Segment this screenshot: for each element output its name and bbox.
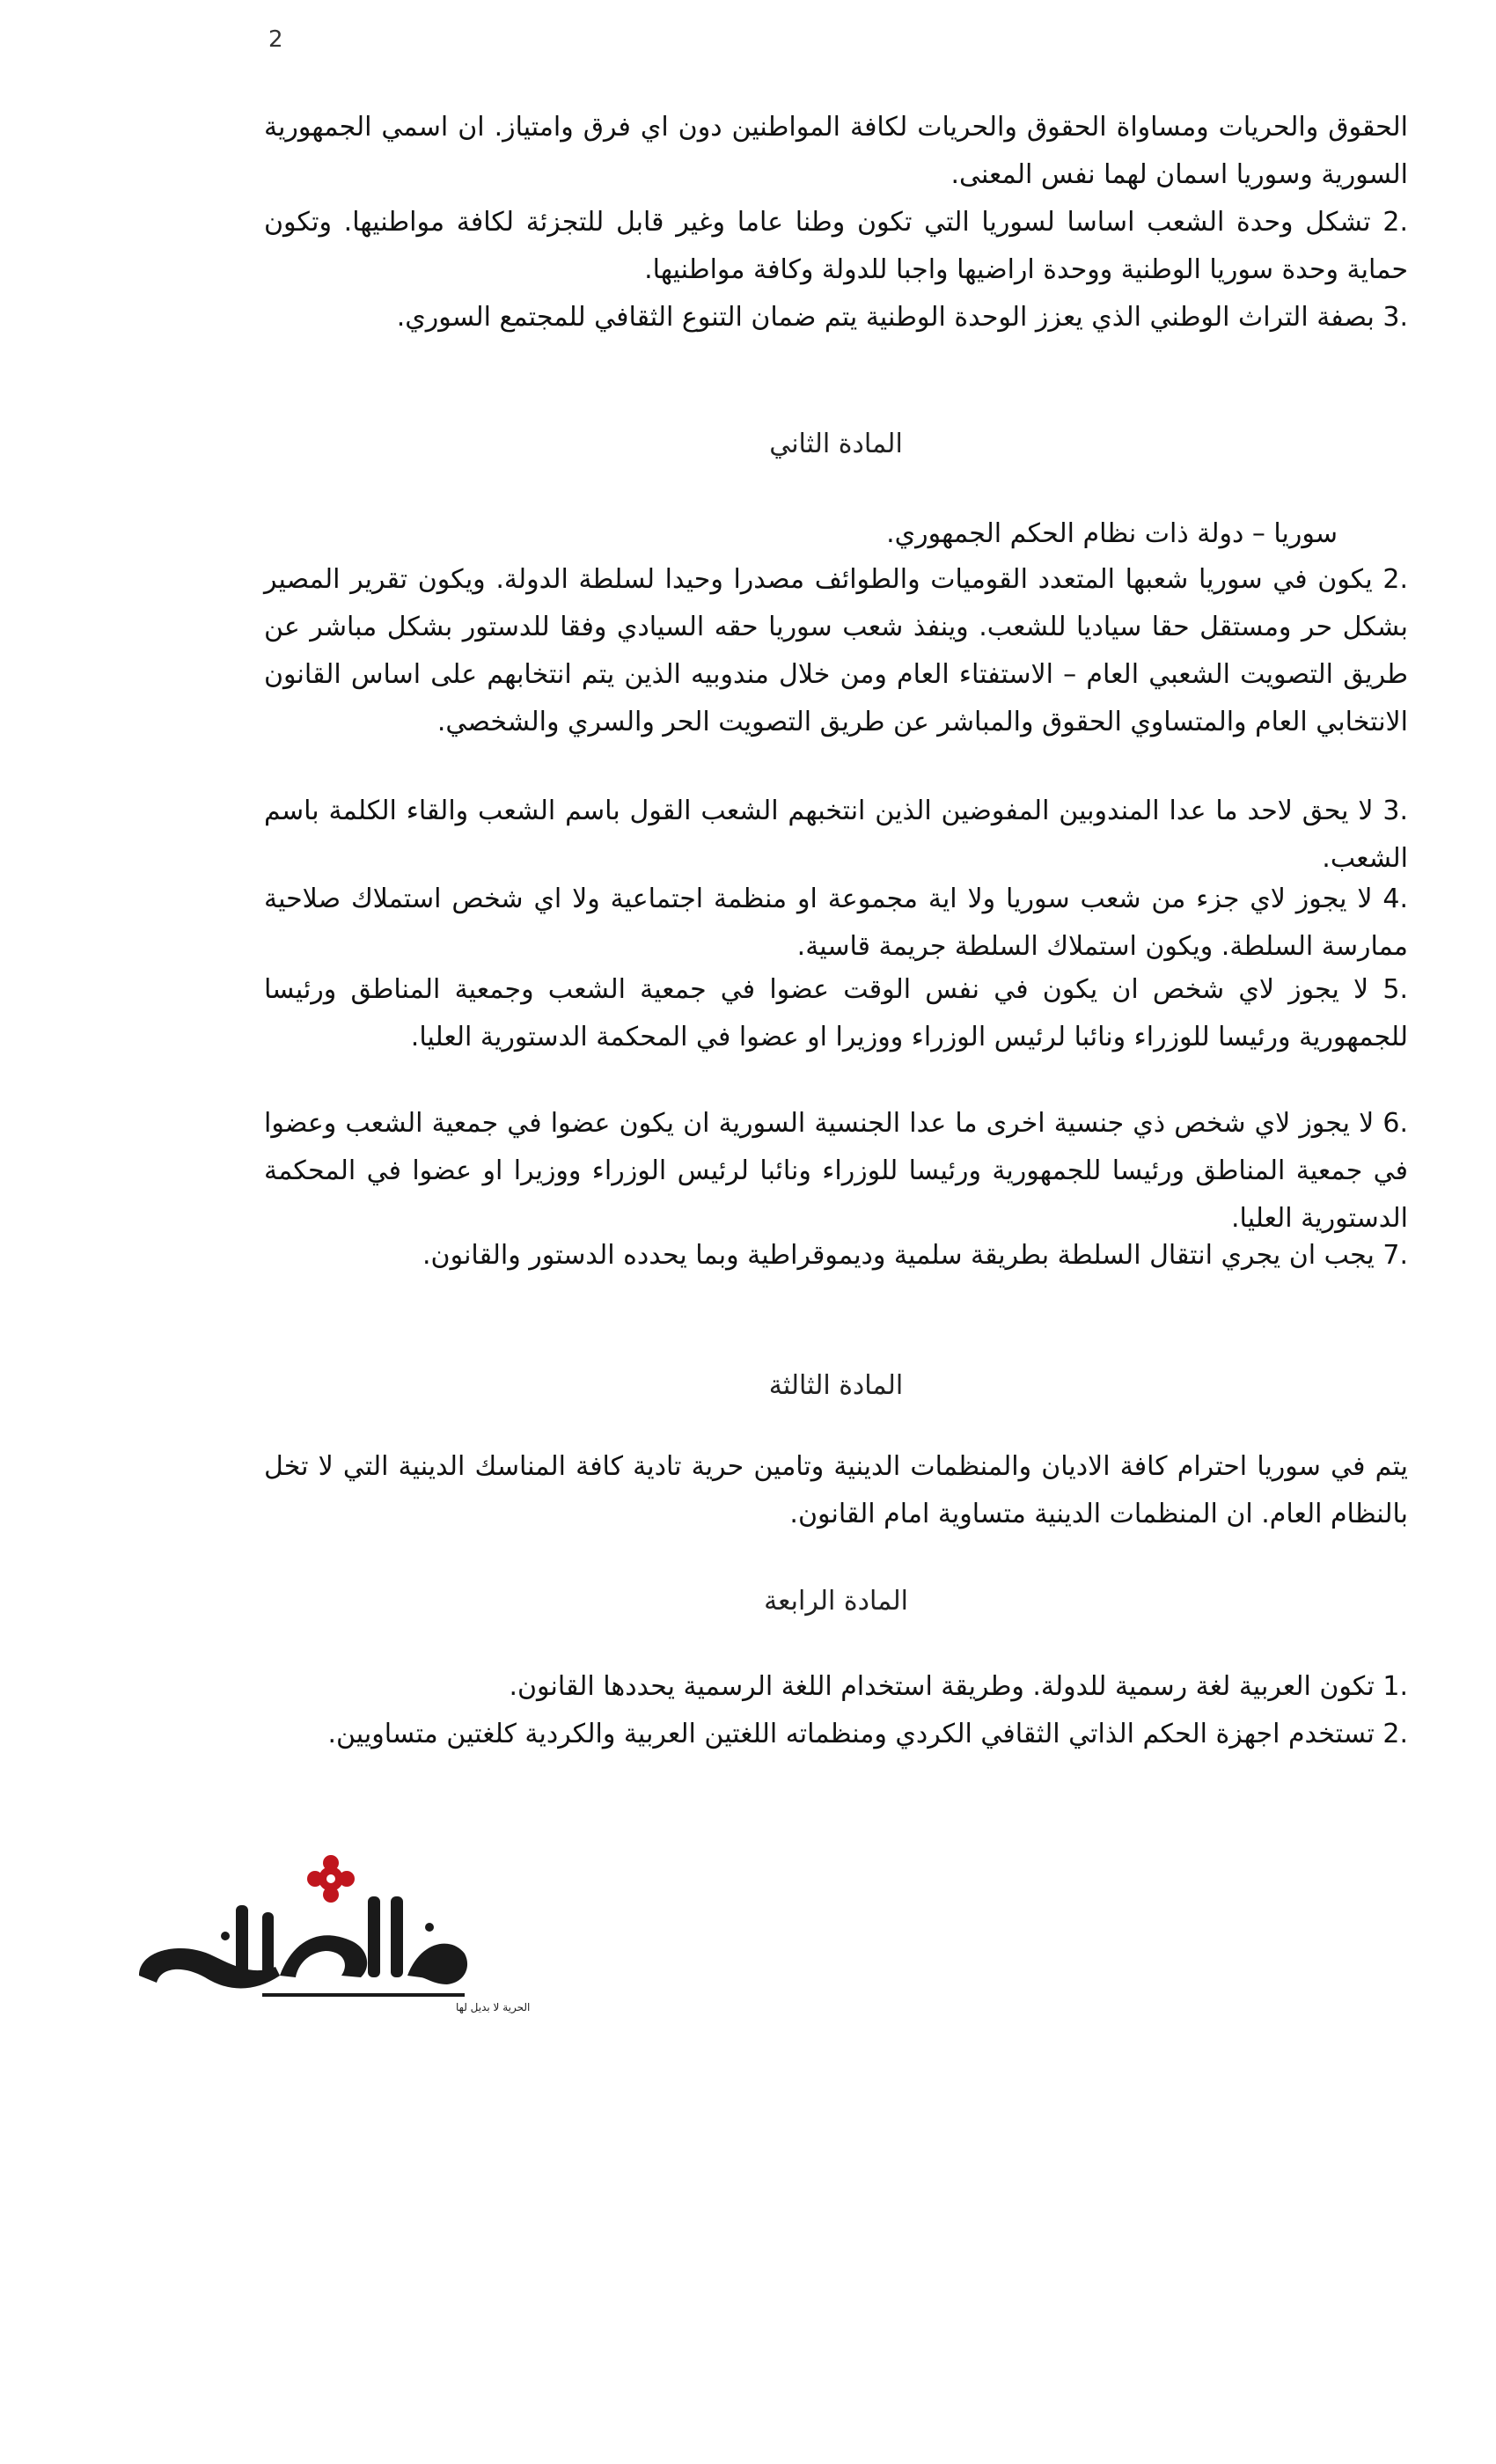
item-number: 2. xyxy=(1382,1719,1408,1749)
article4-heading: المادة الرابعة xyxy=(764,1586,908,1617)
item-text: تكون العربية لغة رسمية للدولة. وطريقة استخدام اللغة الرسمية يحددها القانون. xyxy=(509,1671,1375,1702)
item-text: تشكل وحدة الشعب اساسا لسوريا التي تكون وطنا عاما وغير قابل للتجزئة لكافة مواطنيها. وتكون حماية وحدة سوريا الوطنية ووحدة اراضيها واجبا للدولة وكافة مواطنيها. xyxy=(264,207,1408,285)
article1-item-3 xyxy=(264,294,1408,341)
article2-item-2 xyxy=(264,556,1408,746)
item-text: تستخدم اجهزة الحكم الذاتي الثقافي الكردي ومنظماته اللغتين العربية والكردية كلغتين متساويين. xyxy=(327,1719,1375,1749)
article3-heading: المادة الثالثة xyxy=(768,1370,904,1401)
article2-item-3 xyxy=(264,788,1408,883)
article2-intro: سوريا – دولة ذات نظام الحكم الجمهوري. xyxy=(886,518,1338,549)
item-number: 1. xyxy=(1382,1671,1408,1702)
item-number: 2. xyxy=(1382,207,1408,238)
item-number: 7. xyxy=(1382,1240,1408,1271)
article2-item-4 xyxy=(264,876,1408,971)
article1-item-2 xyxy=(264,199,1408,294)
article2-item-5 xyxy=(264,966,1408,1061)
article1-continued-paragraph: الحقوق والحريات ومساواة الحقوق والحريات لكافة المواطنين دون اي فرق وامتياز. ان اسمي الجمهورية السورية وسوريا اسمان لهما نفس المعنى. xyxy=(264,112,1408,190)
item-number: 5. xyxy=(1382,974,1408,1005)
article3-paragraph: يتم في سوريا احترام كافة الاديان والمنظمات الدينية وتامين حرية تادية كافة المناسك الدينية التي لا تخل بالنظام العام. ان المنظمات الدينية متساوية امام القانون. xyxy=(264,1451,1408,1529)
item-number: 4. xyxy=(1382,884,1408,914)
item-text: بصفة التراث الوطني الذي يعزز الوحدة الوطنية يتم ضمان التنوع الثقافي للمجتمع السوري. xyxy=(396,302,1375,333)
article2-item-7 xyxy=(264,1232,1408,1280)
article2-heading: المادة الثاني xyxy=(769,429,903,459)
page-number: 2 xyxy=(268,26,283,53)
item-text: لا يجوز لاي شخص ذي جنسية اخرى ما عدا الجنسية السورية ان يكون عضوا في جمعية الشعب وعضوا في جمعية المناطق ورئيسا للجمهورية ورئيسا للوزراء ونائبا لرئيس الوزراء ووزيرا او عضوا في المحكمة الدستورية العليا. xyxy=(264,1108,1408,1234)
article4-item-1 xyxy=(264,1663,1408,1711)
item-number: 3. xyxy=(1382,796,1408,826)
item-text: لا يحق لاحد ما عدا المندوبين المفوضين الذين انتخبهم الشعب القول باسم الشعب والقاء الكلمة باسم الشعب. xyxy=(264,796,1408,874)
item-text: لا يجوز لاي شخص ان يكون في نفس الوقت عضوا في جمعية الشعب وجمعية المناطق ورئيسا للجمهورية ورئيسا للوزراء ونائبا لرئيس الوزراء ووزيرا او عضوا في المحكمة الدستورية العليا. xyxy=(264,974,1408,1052)
item-text: لا يجوز لاي جزء من شعب سوريا ولا اية مجموعة او منظمة اجتماعية ولا اي شخص استملاك صلاحية ممارسة السلطة. ويكون استملاك السلطة جريمة قاسية. xyxy=(264,884,1408,962)
item-number: 3. xyxy=(1382,302,1408,333)
item-text: يجب ان يجري انتقال السلطة بطريقة سلمية وديموقراطية وبما يحدده الدستور والقانون. xyxy=(422,1240,1375,1271)
item-text: يكون في سوريا شعبها المتعدد القوميات والطوائف مصدرا وحيدا لسلطة الدولة. ويكون تقرير المصير بشكل حر ومستقل حقا سياديا للشعب. وينفذ شعب سوريا حقه السيادي وفقا للدستور بشكل مباشر عن طريق التصويت الشعبي العام – الاستفتاء العام ومن خلال مندوبيه الذين يتم انتخابهم على اساس القانون الانتخابي العام والمتساوي الحقوق والمباشر عن طريق التصويت الحر والسري والشخصي. xyxy=(264,564,1408,737)
article2-item-6 xyxy=(264,1100,1408,1243)
logo-ornament-icon xyxy=(307,1855,355,1903)
article4-item-2 xyxy=(264,1711,1408,1758)
zaman-alwasl-logo xyxy=(130,1844,531,2020)
item-number: 2. xyxy=(1382,564,1408,595)
logo-tagline: الحرية لا بديل لها xyxy=(456,2001,531,2013)
item-number: 6. xyxy=(1382,1108,1408,1139)
